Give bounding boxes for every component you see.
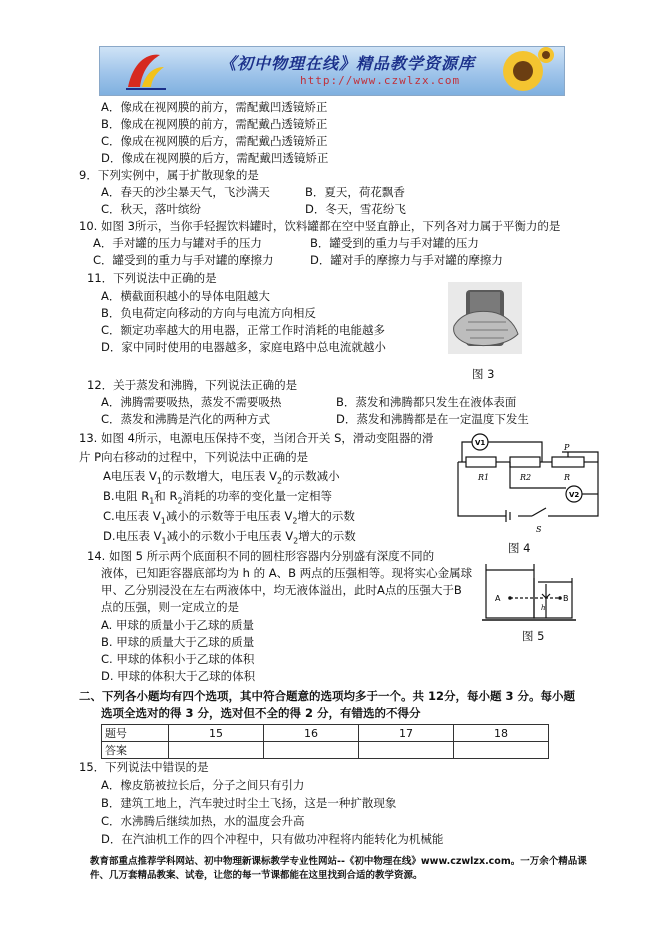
q14-option-a: A. 甲球的质量小于乙球的质量 [101, 618, 254, 632]
q10-option-d: D．罐对手的摩擦力与手对罐的摩擦力 [310, 253, 503, 267]
h-label: h [541, 604, 546, 612]
q13-option-d: D.电压表 $V_1$减小的示数小于电压表 $V_2$增大的示数 [103, 529, 356, 546]
q14-stem-line3: 甲、乙分别浸没在左右两液体中，均无液体溢出，此时A点的压强大于B [101, 583, 462, 597]
footer-line1: 教育部重点推荐学科网站、初中物理新课标教学专业性网站--《初中物理在线》www.czwlzx.com。一万余个精品课 [90, 856, 587, 867]
figure-3-label: 图 3 [472, 367, 495, 381]
q15-option-c: C．水沸腾后继续加热，水的温度会升高 [101, 814, 305, 828]
page-footer [90, 855, 587, 883]
table-cell: 18 [454, 725, 549, 742]
q14-stem-line1: 14. 如图 5 所示两个底面积不同的圆柱形容器内分别盛有深度不同的 [87, 549, 435, 563]
answer-cell-17[interactable] [359, 742, 454, 759]
q15-stem: 15．下列说法中错误的是 [79, 760, 209, 774]
r2-label: R2 [520, 473, 532, 482]
header-banner [99, 46, 565, 96]
v1-label: V1 [475, 439, 486, 447]
q14-option-c: C. 甲球的体积小于乙球的体积 [101, 652, 255, 666]
q13-option-b: B.电阻 $R_1$和 $R_2$消耗的功率的变化量一定相等 [103, 489, 333, 506]
answer-cell-15[interactable] [169, 742, 264, 759]
r1-label: R1 [478, 473, 490, 482]
s-label: S [536, 525, 542, 534]
table-row [102, 742, 549, 759]
q15-option-a: A．橡皮筋被拉长后，分子之间只有引力 [101, 778, 305, 792]
q12-option-a: A．沸腾需要吸热，蒸发不需要吸热 [101, 395, 282, 409]
point-b-label: B [563, 594, 569, 603]
answer-cell-16[interactable] [264, 742, 359, 759]
table-cell: 题号 [102, 725, 169, 742]
table-cell: 17 [359, 725, 454, 742]
q12-option-c: C．蒸发和沸腾是汽化的两种方式 [101, 412, 271, 426]
q15-option-d: D．在汽油机工作的四个冲程中，只有做功冲程将内能转化为机械能 [101, 832, 444, 846]
q15-option-b: B．建筑工地上，汽车驶过时尘土飞扬，这是一种扩散现象 [101, 796, 397, 810]
q9-stem: 9．下列实例中，属于扩散现象的是 [79, 168, 259, 182]
q9-option-b: B．夏天，荷花飘香 [305, 185, 405, 199]
site-logo-icon [120, 49, 170, 93]
r-label: R [564, 473, 571, 482]
banner-title: 《初中物理在线》精品教学资源库 [220, 54, 476, 73]
q8-option-c: C．像成在视网膜的后方，需配戴凸透镜矫正 [101, 134, 328, 148]
q13-stem-line2: 片 P向右移动的过程中，下列说法中正确的是 [79, 450, 309, 464]
figure-3-hand-can [448, 282, 522, 354]
q8-option-a: A．像成在视网膜的前方，需配戴凹透镜矫正 [101, 100, 328, 114]
banner-url[interactable]: http://www.czwlzx.com [300, 74, 461, 87]
q10-option-c: C．罐受到的重力与手对罐的摩擦力 [93, 253, 274, 267]
q10-option-b: B．罐受到的重力与手对罐的压力 [310, 236, 479, 250]
q14-stem-line4: 点的压强，则一定成立的是 [101, 600, 239, 614]
figure-5-containers [480, 560, 580, 624]
q13-option-a: A电压表 $V_1$的示数增大，电压表 $V_2$的示数减小 [103, 469, 340, 486]
figure-5-label: 图 5 [522, 629, 545, 643]
q9-option-c: C．秋天，落叶缤纷 [101, 202, 202, 216]
q13-option-c: C.电压表 $V_1$减小的示数等于电压表 $V_2$增大的示数 [103, 509, 355, 526]
sunflower-icon [488, 47, 558, 95]
table-cell: 16 [264, 725, 359, 742]
q11-stem: 11．下列说法中正确的是 [87, 271, 217, 285]
table-cell: 答案 [102, 742, 169, 759]
q8-option-b: B．像成在视网膜的前方，需配戴凸透镜矫正 [101, 117, 328, 131]
p-label: P [564, 443, 570, 452]
table-cell: 15 [169, 725, 264, 742]
q14-stem-line2: 液体，已知距容器底部均为 h 的 A、B 两点的压强相等。现将实心金属球 [101, 566, 473, 580]
q10-stem: 10. 如图 3所示，当你手轻握饮料罐时，饮料罐都在空中竖直静止，下列各对力属于平衡力的是 [79, 219, 561, 233]
footer-line2: 件、几万套精品教案、试卷，让您的每一节课都能在这里找到合适的教学资源。 [90, 870, 423, 881]
q11-option-c: C．额定功率越大的用电器，正常工作时消耗的电能越多 [101, 323, 386, 337]
q10-option-a: A．手对罐的压力与罐对手的压力 [93, 236, 262, 250]
q12-stem: 12．关于蒸发和沸腾，下列说法正确的是 [87, 378, 298, 392]
q12-option-b: B．蒸发和沸腾都只发生在液体表面 [336, 395, 517, 409]
section-2-heading-line2: 选项全选对的得 3 分，选对但不全的得 2 分，有错选的不得分 [101, 706, 421, 720]
section-2-heading-line1: 二、下列各小题均有四个选项，其中符合题意的选项均多于一个。共 12分，每小题 3 分。每小题 [79, 689, 576, 703]
table-row [102, 725, 549, 742]
q11-option-d: D．家中同时使用的电器越多，家庭电路中总电流就越小 [101, 340, 386, 354]
q13-stem-line1: 13. 如图 4所示，电源电压保持不变，当闭合开关 S，滑动变阻器的滑 [79, 431, 434, 445]
q12-option-d: D．蒸发和沸腾都是在一定温度下发生 [336, 412, 529, 426]
v2-label: V2 [569, 491, 580, 499]
q11-option-b: B．负电荷定向移动的方向与电流方向相反 [101, 306, 316, 320]
q14-option-b: B. 甲球的质量大于乙球的质量 [101, 635, 255, 649]
q14-option-d: D. 甲球的体积大于乙球的体积 [101, 669, 256, 683]
q11-option-a: A．横截面积越小的导体电阻越大 [101, 289, 270, 303]
point-a-label: A [495, 594, 501, 603]
figure-4-circuit [448, 432, 608, 540]
q8-option-d: D．像成在视网膜的后方，需配戴凹透镜矫正 [101, 151, 329, 165]
q9-option-a: A．春天的沙尘暴天气，飞沙满天 [101, 185, 270, 199]
answer-table [101, 724, 549, 759]
answer-cell-18[interactable] [454, 742, 549, 759]
figure-4-label: 图 4 [508, 541, 531, 555]
q9-option-d: D．冬天，雪花纷飞 [305, 202, 406, 216]
